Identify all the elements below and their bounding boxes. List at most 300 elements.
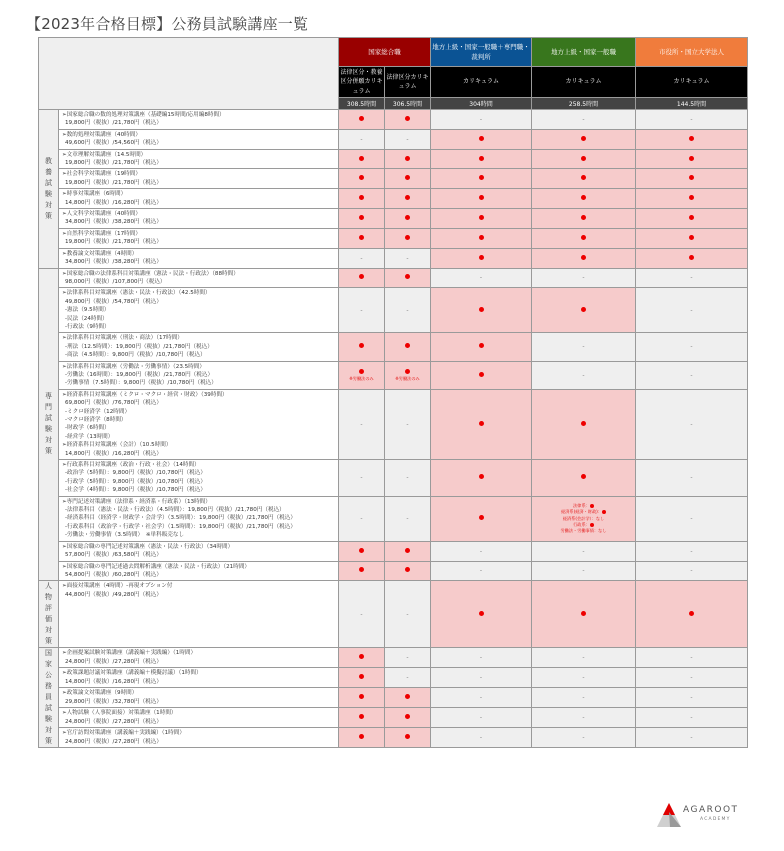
included-dot-icon — [405, 175, 410, 180]
dash-mark: - — [360, 420, 363, 428]
included-dot-icon — [581, 215, 586, 220]
dash-mark: - — [360, 306, 363, 314]
included-cell — [431, 581, 532, 648]
included-cell — [636, 228, 748, 248]
included-cell — [636, 581, 748, 648]
table-row — [39, 688, 748, 708]
included-dot-icon — [359, 654, 364, 659]
dash-mark: - — [360, 254, 363, 262]
not-included-cell — [532, 708, 636, 728]
section-label — [39, 268, 59, 581]
course-line: -刑法（12.5時間）：19,800円（税抜）/21,780円（税込） — [65, 343, 213, 350]
dash-mark: - — [690, 420, 693, 428]
included-cell — [431, 149, 532, 169]
course-line: ➢法律系科目対策講座（労働法・労働事情）（23.5時間） — [62, 363, 205, 370]
header-curriculum: 法律区分・教養区分併願カリキュラム — [339, 67, 385, 98]
dash-mark: - — [406, 674, 409, 682]
course-table — [38, 37, 748, 748]
header-curriculum: カリキュラム — [636, 67, 748, 98]
dash-mark: - — [690, 515, 693, 523]
dash-mark: - — [406, 610, 409, 618]
not-included-cell — [385, 496, 431, 541]
dash-mark: - — [690, 714, 693, 722]
table-row — [39, 288, 748, 333]
table-row — [39, 728, 748, 748]
included-cell — [532, 288, 636, 333]
dash-mark: - — [406, 654, 409, 662]
table-row — [39, 129, 748, 149]
included-cell — [339, 361, 385, 389]
included-dot-icon — [689, 235, 694, 240]
course-line: 19,800円（税抜）/21,780円（税込） — [65, 160, 162, 167]
included-cell — [431, 389, 532, 459]
dash-mark: - — [406, 306, 409, 314]
not-included-cell — [339, 389, 385, 459]
included-dot-icon — [359, 156, 364, 161]
table-row — [39, 460, 748, 497]
included-cell — [532, 169, 636, 189]
not-included-cell — [431, 541, 532, 561]
course-line: -マクロ経済学（8時間） — [65, 417, 127, 423]
included-cell — [339, 688, 385, 708]
included-dot-icon — [405, 274, 410, 279]
included-cell — [431, 361, 532, 389]
included-cell — [431, 209, 532, 229]
included-cell — [532, 248, 636, 268]
table-row — [39, 189, 748, 209]
not-included-cell — [636, 541, 748, 561]
course-line: ➢経済系科目対策講座（ミクロ・マクロ・経営・財政）（39時間） — [62, 391, 228, 398]
included-dot-icon — [689, 195, 694, 200]
included-cell — [532, 209, 636, 229]
dash-mark: - — [582, 343, 585, 351]
included-dot-icon — [405, 694, 410, 699]
not-included-cell — [385, 129, 431, 149]
dash-mark: - — [690, 371, 693, 379]
dash-mark: - — [360, 135, 363, 143]
course-line: -ミクロ経済学（12時間） — [65, 408, 131, 415]
included-cell — [532, 496, 636, 541]
included-cell — [431, 189, 532, 209]
included-cell — [431, 288, 532, 333]
included-dot-icon — [405, 116, 410, 121]
included-dot-icon — [479, 372, 484, 377]
course-line: ➢専門記述対策講座（法律系・経済系・行政系）（13時間） — [62, 498, 211, 505]
course-line: -労働事情（7.5時間）：9,800円（税抜）/10,780円（税込） — [65, 380, 217, 387]
included-dot-icon — [359, 734, 364, 739]
included-cell — [385, 361, 431, 389]
not-included-cell — [431, 648, 532, 668]
course-line: 44,800円（税抜）/49,280円（税込） — [65, 591, 162, 598]
dash-mark: - — [582, 694, 585, 702]
table-row — [39, 110, 748, 130]
dash-mark: - — [582, 567, 585, 575]
course-line: ➢時事対策講座（6時間） — [62, 191, 127, 198]
included-cell — [636, 169, 748, 189]
not-included-cell — [339, 129, 385, 149]
included-dot-icon — [405, 548, 410, 553]
course-line: 54,800円（税抜）/60,280円（税込） — [65, 571, 162, 578]
course-line: -経済系科目（経済学・財政学・会計学）（3.5時間）：19,800円（税抜）/21,780円（税込） — [65, 515, 296, 522]
table-row — [39, 209, 748, 229]
dash-mark: - — [582, 654, 585, 662]
availability-notes — [532, 503, 635, 534]
included-dot-icon — [359, 548, 364, 553]
included-cell — [385, 189, 431, 209]
header-group: 市役所・国立大学法人 — [636, 38, 748, 67]
dash-mark: - — [360, 610, 363, 618]
included-dot-icon — [479, 421, 484, 426]
header-hours: 144.5時間 — [636, 98, 748, 110]
dash-mark: - — [690, 734, 693, 742]
included-dot-icon — [602, 510, 606, 514]
included-dot-icon — [479, 255, 484, 260]
included-cell — [339, 561, 385, 581]
included-cell — [385, 149, 431, 169]
dash-mark: - — [582, 674, 585, 682]
course-line: ➢国家総合職の専門記述対策講座（憲法・民法・行政法）（34時間） — [62, 543, 234, 550]
availability-note: 行政系： — [573, 521, 590, 527]
dash-mark: - — [360, 515, 363, 523]
dash-mark: - — [582, 547, 585, 555]
not-included-cell — [636, 110, 748, 130]
included-dot-icon — [359, 235, 364, 240]
included-cell — [636, 129, 748, 149]
table-row — [39, 708, 748, 728]
header-hours: 306.5時間 — [385, 98, 431, 110]
dash-mark: - — [690, 115, 693, 123]
not-included-cell — [339, 460, 385, 497]
included-cell — [339, 648, 385, 668]
course-line: ➢法律系科目対策講座（刑法・商法）（17時間） — [62, 335, 183, 342]
included-cell — [339, 169, 385, 189]
included-cell — [532, 149, 636, 169]
included-cell — [431, 169, 532, 189]
not-included-cell — [431, 688, 532, 708]
section-label — [39, 648, 59, 748]
not-included-cell — [532, 268, 636, 288]
course-line: ➢社会科学対策講座（19時間） — [62, 171, 141, 178]
dash-mark: - — [479, 115, 483, 123]
included-dot-icon — [479, 474, 484, 479]
dash-mark: - — [479, 674, 483, 682]
not-included-cell — [339, 288, 385, 333]
course-line: -行政法（9時間） — [65, 323, 110, 330]
table-row — [39, 541, 748, 561]
course-line: ➢教養論文対策講座（4時間） — [62, 250, 138, 257]
course-line: ➢官庁訪問対策講座（講義編＋実践編）（1時間） — [62, 730, 185, 737]
course-line: -社会学（4時間）：9,800円（税抜）/10,780円（税込） — [65, 487, 206, 494]
header-group: 国家総合職 — [339, 38, 431, 67]
not-included-cell — [339, 248, 385, 268]
not-included-cell — [385, 248, 431, 268]
included-dot-icon — [359, 195, 364, 200]
course-line: 24,800円（税抜）/27,280円（税込） — [65, 718, 162, 725]
header-hours: 258.5時間 — [532, 98, 636, 110]
course-cell — [59, 460, 339, 497]
included-cell — [385, 688, 431, 708]
course-line: ➢政策論文対策講座（9時間） — [62, 690, 138, 697]
included-cell — [636, 189, 748, 209]
course-cell — [59, 581, 339, 648]
course-line: ➢行政系科目対策講座（政治・行政・社会）（14時間） — [62, 462, 200, 469]
included-cell — [339, 209, 385, 229]
included-cell — [385, 169, 431, 189]
included-cell — [385, 728, 431, 748]
dash-mark: - — [582, 115, 585, 123]
included-cell — [431, 496, 532, 541]
section-label — [39, 581, 59, 648]
included-dot-icon — [479, 156, 484, 161]
included-cell — [339, 708, 385, 728]
header-group: 地方上級・国家一般職 — [532, 38, 636, 67]
included-cell — [636, 248, 748, 268]
included-dot-icon — [359, 674, 364, 679]
not-included-cell — [532, 541, 636, 561]
course-cell — [59, 209, 339, 229]
course-line: -政治学（5時間）：9,800円（税抜）/10,780円（税込） — [65, 470, 206, 477]
not-included-cell — [385, 288, 431, 333]
table-row — [39, 268, 748, 288]
dash-mark: - — [479, 567, 483, 575]
table-row — [39, 361, 748, 389]
included-dot-icon — [405, 215, 410, 220]
course-cell — [59, 228, 339, 248]
included-dot-icon — [581, 255, 586, 260]
course-cell — [59, 688, 339, 708]
included-dot-icon — [479, 136, 484, 141]
not-included-cell — [385, 460, 431, 497]
course-line: 49,600円（税抜）/54,560円（税込） — [65, 140, 162, 147]
course-line: -憲法（9.5時間） — [65, 307, 110, 314]
course-line: ➢企画提案試験対策講座（講義編＋実践編）（1時間） — [62, 650, 197, 657]
not-included-cell — [385, 389, 431, 459]
table-row — [39, 496, 748, 541]
included-dot-icon — [479, 195, 484, 200]
table-row — [39, 561, 748, 581]
included-cell — [431, 333, 532, 361]
included-cell — [385, 268, 431, 288]
header-blank — [39, 38, 339, 110]
dash-mark: - — [690, 654, 693, 662]
dash-mark: - — [690, 674, 693, 682]
included-cell — [385, 708, 431, 728]
included-dot-icon — [359, 116, 364, 121]
header-curriculum: カリキュラム — [431, 67, 532, 98]
not-included-cell — [431, 268, 532, 288]
dash-mark: - — [690, 343, 693, 351]
included-dot-icon — [689, 136, 694, 141]
course-cell — [59, 333, 339, 361]
included-cell — [532, 129, 636, 149]
course-line: -財政学（6時間） — [65, 425, 110, 432]
dash-mark: - — [479, 654, 483, 662]
included-dot-icon — [479, 175, 484, 180]
included-dot-icon — [689, 255, 694, 260]
included-dot-icon — [590, 523, 594, 527]
course-line: 69,800円（税抜）/76,780円（税込） — [65, 400, 162, 407]
included-dot-icon — [590, 504, 594, 508]
included-dot-icon — [479, 307, 484, 312]
included-dot-icon — [479, 611, 484, 616]
dash-mark: - — [479, 734, 483, 742]
course-line: -行政系科目（政治学・行政学・社会学）（1.5時間）：19,800円（税抜）/21,780円（税込） — [65, 523, 296, 530]
not-included-cell — [636, 708, 748, 728]
dash-mark: - — [479, 694, 483, 702]
included-dot-icon — [581, 307, 586, 312]
availability-note: 法律系： — [573, 502, 590, 508]
availability-note: 経済系(会計学）：なし — [562, 515, 605, 521]
course-cell — [59, 708, 339, 728]
included-dot-icon — [359, 714, 364, 719]
course-cell — [59, 169, 339, 189]
course-line: 14,800円（税抜）/16,280円（税込） — [65, 450, 162, 457]
cell-note: ※労働法のみ — [395, 375, 420, 381]
course-line: -経営学（13時間） — [65, 433, 114, 440]
included-dot-icon — [405, 369, 410, 374]
included-dot-icon — [689, 156, 694, 161]
course-line: ➢人物試験（人事院面接）対策講座（1時間） — [62, 710, 177, 717]
course-line: 98,000円（税抜）/107,800円（税込） — [65, 278, 166, 285]
included-dot-icon — [479, 515, 484, 520]
dash-mark: - — [690, 567, 693, 575]
course-cell — [59, 189, 339, 209]
not-included-cell — [431, 110, 532, 130]
included-cell — [431, 228, 532, 248]
course-line: 14,800円（税抜）/16,280円（税込） — [65, 678, 162, 685]
not-included-cell — [431, 668, 532, 688]
table-row — [39, 149, 748, 169]
course-cell — [59, 668, 339, 688]
dash-mark: - — [479, 714, 483, 722]
not-included-cell — [431, 728, 532, 748]
course-line: 19,800円（税抜）/21,780円（税込） — [65, 179, 162, 186]
not-included-cell — [532, 561, 636, 581]
not-included-cell — [339, 496, 385, 541]
course-cell — [59, 541, 339, 561]
not-included-cell — [532, 333, 636, 361]
course-line: 34,800円（税抜）/38,280円（税込） — [65, 219, 162, 226]
table-row — [39, 333, 748, 361]
course-cell — [59, 149, 339, 169]
course-line: 19,800円（税抜）/21,780円（税込） — [65, 120, 162, 127]
included-cell — [339, 189, 385, 209]
included-dot-icon — [405, 714, 410, 719]
not-included-cell — [431, 561, 532, 581]
course-line: ➢国家総合職の専門記述過去問解析講座（憲法・民法・行政法）（21時間） — [62, 563, 251, 570]
included-dot-icon — [581, 136, 586, 141]
course-line: -労働法・労働事情（3.5時間） ※単科販売なし — [65, 532, 185, 539]
included-dot-icon — [405, 567, 410, 572]
not-included-cell — [636, 496, 748, 541]
page-title: 【2023年合格目標】公務員試験講座一覧 — [26, 15, 309, 33]
course-line: 49,800円（税抜）/54,780円（税込） — [65, 298, 162, 305]
course-line: ➢法律系科目対策講座（憲法・民法・行政法）（42.5時間） — [62, 290, 211, 297]
course-line: -民法（24時間） — [65, 315, 108, 322]
included-dot-icon — [359, 694, 364, 699]
included-dot-icon — [689, 215, 694, 220]
included-dot-icon — [359, 369, 364, 374]
not-included-cell — [532, 728, 636, 748]
included-dot-icon — [405, 343, 410, 348]
course-line: ➢面接対策講座（4時間）-再現オプション付 — [62, 583, 173, 590]
section-label — [39, 110, 59, 269]
not-included-cell — [385, 581, 431, 648]
course-line: 57,800円（税抜）/63,580円（税込） — [65, 552, 162, 559]
included-cell — [385, 110, 431, 130]
not-included-cell — [636, 561, 748, 581]
included-dot-icon — [479, 235, 484, 240]
included-dot-icon — [405, 195, 410, 200]
included-dot-icon — [689, 611, 694, 616]
dash-mark: - — [582, 714, 585, 722]
course-cell — [59, 496, 339, 541]
dash-mark: - — [690, 474, 693, 482]
included-dot-icon — [581, 235, 586, 240]
course-cell — [59, 389, 339, 459]
included-cell — [339, 149, 385, 169]
included-cell — [339, 333, 385, 361]
included-cell — [339, 268, 385, 288]
not-included-cell — [636, 333, 748, 361]
header-curriculum: カリキュラム — [532, 67, 636, 98]
dash-mark: - — [406, 420, 409, 428]
included-cell — [339, 728, 385, 748]
course-cell — [59, 248, 339, 268]
included-cell — [339, 110, 385, 130]
included-cell — [385, 561, 431, 581]
included-dot-icon — [581, 195, 586, 200]
included-dot-icon — [359, 175, 364, 180]
course-line: -商法（4.5時間）：9,800円（税抜）/10,780円（税込） — [65, 352, 206, 359]
included-dot-icon — [479, 343, 484, 348]
included-dot-icon — [359, 274, 364, 279]
course-line: ➢人文科学対策講座（40時間） — [62, 211, 141, 218]
included-dot-icon — [581, 156, 586, 161]
included-dot-icon — [405, 734, 410, 739]
dash-mark: - — [582, 371, 585, 379]
course-line: 34,800円（税抜）/38,280円（税込） — [65, 259, 162, 266]
course-line: 24,800円（税抜）/27,280円（税込） — [65, 658, 162, 665]
header-hours: 308.5時間 — [339, 98, 385, 110]
course-line: ➢政策課題討議対策講座（講義編＋模擬討議）（1時間） — [62, 670, 202, 677]
table-row — [39, 668, 748, 688]
included-cell — [636, 149, 748, 169]
not-included-cell — [339, 581, 385, 648]
not-included-cell — [636, 648, 748, 668]
header-curriculum: 法律区分カリキュラム — [385, 67, 431, 98]
course-line: -行政学（5時間）：9,800円（税抜）/10,780円（税込） — [65, 478, 206, 485]
dash-mark: - — [406, 135, 409, 143]
not-included-cell — [532, 648, 636, 668]
dash-mark: - — [690, 306, 693, 314]
course-line: ➢自然科学対策講座（17時間） — [62, 230, 141, 237]
availability-note: 労働法・労働事情：なし — [560, 528, 607, 534]
course-cell — [59, 129, 339, 149]
course-line: ➢経済系科目対策講座（会計）（10.5時間） — [62, 442, 172, 449]
included-dot-icon — [581, 175, 586, 180]
table-row — [39, 648, 748, 668]
included-cell — [385, 541, 431, 561]
course-line: 29,800円（税抜）/32,780円（税込） — [65, 698, 162, 705]
included-dot-icon — [479, 215, 484, 220]
dash-mark: - — [582, 274, 585, 282]
availability-note: 経済系(経済・財政)： — [561, 509, 602, 515]
section-label-text: 教養試験対策 — [45, 156, 52, 220]
included-cell — [385, 333, 431, 361]
dash-mark: - — [479, 547, 483, 555]
course-cell — [59, 561, 339, 581]
